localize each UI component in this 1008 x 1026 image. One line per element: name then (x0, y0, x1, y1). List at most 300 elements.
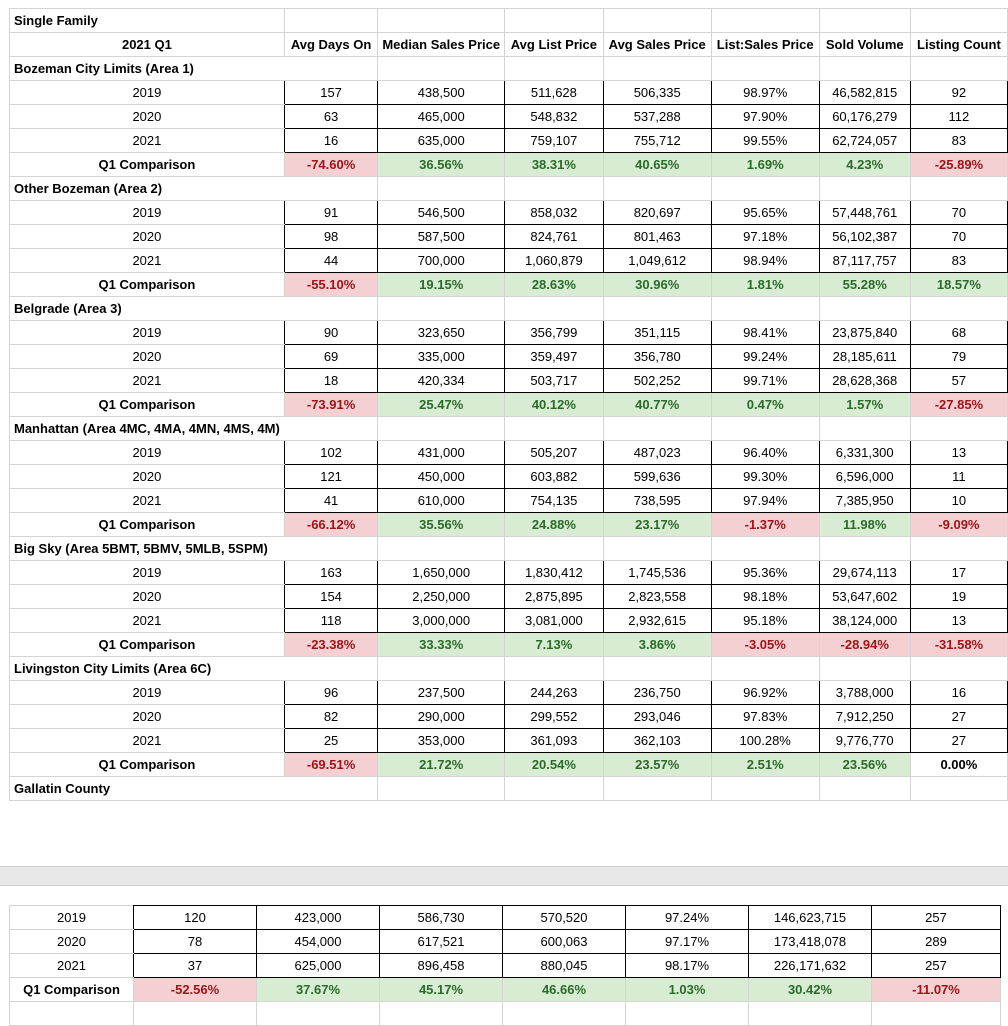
comparison-cell[interactable]: 38.31% (505, 153, 604, 177)
year-cell[interactable]: 2020 (10, 105, 285, 129)
section-title[interactable]: Bozeman City Limits (Area 1) (10, 57, 285, 81)
value-cell[interactable]: 237,500 (378, 681, 505, 705)
value-cell[interactable]: 6,596,000 (819, 465, 910, 489)
comparison-cell[interactable]: 24.88% (505, 513, 604, 537)
value-cell[interactable]: 1,060,879 (505, 249, 604, 273)
empty-cell[interactable] (711, 9, 819, 33)
empty-cell[interactable] (910, 57, 1007, 81)
comparison-label[interactable]: Q1 Comparison (10, 633, 285, 657)
value-cell[interactable]: 41 (284, 489, 377, 513)
empty-cell[interactable] (819, 537, 910, 561)
empty-cell[interactable] (378, 537, 505, 561)
value-cell[interactable]: 44 (284, 249, 377, 273)
empty-cell[interactable] (378, 9, 505, 33)
empty-cell[interactable] (603, 57, 711, 81)
value-cell[interactable]: 96 (284, 681, 377, 705)
value-cell[interactable]: 244,263 (505, 681, 604, 705)
value-cell[interactable]: 820,697 (603, 201, 711, 225)
comparison-cell[interactable]: 21.72% (378, 753, 505, 777)
year-cell[interactable]: 2020 (10, 225, 285, 249)
value-cell[interactable]: 438,500 (378, 81, 505, 105)
value-cell[interactable]: 97.24% (626, 906, 749, 930)
year-cell[interactable]: 2021 (10, 129, 285, 153)
comparison-cell[interactable]: 40.77% (603, 393, 711, 417)
value-cell[interactable]: 91 (284, 201, 377, 225)
empty-cell[interactable] (910, 777, 1007, 801)
value-cell[interactable]: 102 (284, 441, 377, 465)
empty-cell[interactable] (284, 57, 377, 81)
year-cell[interactable]: 2020 (10, 930, 134, 954)
empty-cell[interactable] (378, 57, 505, 81)
value-cell[interactable]: 28,185,611 (819, 345, 910, 369)
comparison-cell[interactable]: -73.91% (284, 393, 377, 417)
value-cell[interactable]: 121 (284, 465, 377, 489)
value-cell[interactable]: 163 (284, 561, 377, 585)
comparison-label[interactable]: Q1 Comparison (10, 513, 285, 537)
comparison-cell[interactable]: -74.60% (284, 153, 377, 177)
comparison-cell[interactable]: 40.12% (505, 393, 604, 417)
section-title[interactable]: Gallatin County (10, 777, 285, 801)
empty-cell[interactable] (505, 777, 604, 801)
col-header-avg-sales-price[interactable]: Avg Sales Price (603, 33, 711, 57)
value-cell[interactable]: 511,628 (505, 81, 604, 105)
empty-cell[interactable] (910, 537, 1007, 561)
comparison-cell[interactable]: 23.56% (819, 753, 910, 777)
value-cell[interactable]: 546,500 (378, 201, 505, 225)
value-cell[interactable]: 97.17% (626, 930, 749, 954)
value-cell[interactable]: 99.71% (711, 369, 819, 393)
value-cell[interactable]: 3,788,000 (819, 681, 910, 705)
empty-cell[interactable] (603, 297, 711, 321)
value-cell[interactable]: 146,623,715 (749, 906, 872, 930)
comparison-cell[interactable]: -69.51% (284, 753, 377, 777)
empty-cell[interactable] (378, 297, 505, 321)
value-cell[interactable]: 60,176,279 (819, 105, 910, 129)
value-cell[interactable]: 120 (134, 906, 257, 930)
empty-cell[interactable] (284, 657, 377, 681)
value-cell[interactable]: 79 (910, 345, 1007, 369)
section-title[interactable]: Belgrade (Area 3) (10, 297, 285, 321)
value-cell[interactable]: 487,023 (603, 441, 711, 465)
value-cell[interactable]: 98.97% (711, 81, 819, 105)
empty-cell[interactable] (134, 1002, 257, 1026)
value-cell[interactable]: 7,385,950 (819, 489, 910, 513)
comparison-cell[interactable]: 4.23% (819, 153, 910, 177)
empty-cell[interactable] (505, 657, 604, 681)
col-header-sold-volume[interactable]: Sold Volume (819, 33, 910, 57)
empty-cell[interactable] (378, 177, 505, 201)
value-cell[interactable]: 57,448,761 (819, 201, 910, 225)
value-cell[interactable]: 700,000 (378, 249, 505, 273)
empty-cell[interactable] (284, 177, 377, 201)
value-cell[interactable]: 173,418,078 (749, 930, 872, 954)
value-cell[interactable]: 17 (910, 561, 1007, 585)
value-cell[interactable]: 10 (910, 489, 1007, 513)
value-cell[interactable]: 18 (284, 369, 377, 393)
empty-cell[interactable] (284, 9, 377, 33)
value-cell[interactable]: 625,000 (257, 954, 380, 978)
value-cell[interactable]: 293,046 (603, 705, 711, 729)
value-cell[interactable]: 635,000 (378, 129, 505, 153)
year-cell[interactable]: 2020 (10, 585, 285, 609)
empty-cell[interactable] (749, 1002, 872, 1026)
empty-cell[interactable] (819, 417, 910, 441)
empty-cell[interactable] (711, 297, 819, 321)
year-cell[interactable]: 2021 (10, 954, 134, 978)
value-cell[interactable]: 226,171,632 (749, 954, 872, 978)
empty-cell[interactable] (10, 1002, 134, 1026)
comparison-cell[interactable]: 30.96% (603, 273, 711, 297)
comparison-cell[interactable]: 25.47% (378, 393, 505, 417)
value-cell[interactable]: 92 (910, 81, 1007, 105)
value-cell[interactable]: 465,000 (378, 105, 505, 129)
year-cell[interactable]: 2021 (10, 489, 285, 513)
value-cell[interactable]: 299,552 (505, 705, 604, 729)
sheet-title[interactable]: Single Family (10, 9, 285, 33)
col-header-avg-days-on[interactable]: Avg Days On (284, 33, 377, 57)
year-cell[interactable]: 2020 (10, 705, 285, 729)
value-cell[interactable]: 118 (284, 609, 377, 633)
value-cell[interactable]: 362,103 (603, 729, 711, 753)
comparison-cell[interactable]: -55.10% (284, 273, 377, 297)
value-cell[interactable]: 69 (284, 345, 377, 369)
value-cell[interactable]: 13 (910, 609, 1007, 633)
empty-cell[interactable] (378, 417, 505, 441)
year-cell[interactable]: 2021 (10, 249, 285, 273)
section-title[interactable]: Livingston City Limits (Area 6C) (10, 657, 285, 681)
value-cell[interactable]: 57 (910, 369, 1007, 393)
empty-cell[interactable] (910, 417, 1007, 441)
value-cell[interactable]: 68 (910, 321, 1007, 345)
year-cell[interactable]: 2019 (10, 441, 285, 465)
value-cell[interactable]: 82 (284, 705, 377, 729)
comparison-cell[interactable]: -9.09% (910, 513, 1007, 537)
comparison-cell[interactable]: 55.28% (819, 273, 910, 297)
value-cell[interactable]: 97.83% (711, 705, 819, 729)
value-cell[interactable]: 290,000 (378, 705, 505, 729)
value-cell[interactable]: 37 (134, 954, 257, 978)
year-cell[interactable]: 2021 (10, 369, 285, 393)
empty-cell[interactable] (505, 57, 604, 81)
empty-cell[interactable] (711, 177, 819, 201)
empty-cell[interactable] (505, 417, 604, 441)
value-cell[interactable]: 16 (284, 129, 377, 153)
comparison-cell[interactable]: 33.33% (378, 633, 505, 657)
value-cell[interactable]: 323,650 (378, 321, 505, 345)
empty-cell[interactable] (819, 57, 910, 81)
value-cell[interactable]: 98.17% (626, 954, 749, 978)
value-cell[interactable]: 2,875,895 (505, 585, 604, 609)
comparison-cell[interactable]: 35.56% (378, 513, 505, 537)
empty-cell[interactable] (505, 177, 604, 201)
comparison-cell[interactable]: 2.51% (711, 753, 819, 777)
value-cell[interactable]: 600,063 (503, 930, 626, 954)
empty-cell[interactable] (711, 57, 819, 81)
comparison-label[interactable]: Q1 Comparison (10, 753, 285, 777)
value-cell[interactable]: 23,875,840 (819, 321, 910, 345)
value-cell[interactable]: 95.65% (711, 201, 819, 225)
value-cell[interactable]: 70 (910, 225, 1007, 249)
value-cell[interactable]: 97.94% (711, 489, 819, 513)
year-cell[interactable]: 2021 (10, 729, 285, 753)
value-cell[interactable]: 537,288 (603, 105, 711, 129)
comparison-cell[interactable]: 20.54% (505, 753, 604, 777)
value-cell[interactable]: 2,250,000 (378, 585, 505, 609)
empty-cell[interactable] (819, 9, 910, 33)
value-cell[interactable]: 3,000,000 (378, 609, 505, 633)
empty-cell[interactable] (910, 297, 1007, 321)
comparison-cell[interactable]: 7.13% (505, 633, 604, 657)
value-cell[interactable]: 587,500 (378, 225, 505, 249)
comparison-cell[interactable]: 1.57% (819, 393, 910, 417)
comparison-cell[interactable]: 23.57% (603, 753, 711, 777)
comparison-cell[interactable]: 30.42% (749, 978, 872, 1002)
empty-cell[interactable] (872, 1002, 1001, 1026)
comparison-cell[interactable]: -1.37% (711, 513, 819, 537)
comparison-label[interactable]: Q1 Comparison (10, 393, 285, 417)
value-cell[interactable]: 157 (284, 81, 377, 105)
value-cell[interactable]: 99.24% (711, 345, 819, 369)
value-cell[interactable]: 11 (910, 465, 1007, 489)
value-cell[interactable]: 96.40% (711, 441, 819, 465)
empty-cell[interactable] (505, 297, 604, 321)
section-title[interactable]: Other Bozeman (Area 2) (10, 177, 285, 201)
comparison-cell[interactable]: -23.38% (284, 633, 377, 657)
period-header[interactable]: 2021 Q1 (10, 33, 285, 57)
value-cell[interactable]: 83 (910, 249, 1007, 273)
empty-cell[interactable] (711, 537, 819, 561)
col-header-median-sales-price[interactable]: Median Sales Price (378, 33, 505, 57)
empty-cell[interactable] (505, 537, 604, 561)
comparison-cell[interactable]: 28.63% (505, 273, 604, 297)
empty-cell[interactable] (910, 657, 1007, 681)
value-cell[interactable]: 1,650,000 (378, 561, 505, 585)
value-cell[interactable]: 38,124,000 (819, 609, 910, 633)
value-cell[interactable]: 96.92% (711, 681, 819, 705)
value-cell[interactable]: 502,252 (603, 369, 711, 393)
value-cell[interactable]: 98.41% (711, 321, 819, 345)
comparison-cell[interactable]: 45.17% (380, 978, 503, 1002)
value-cell[interactable]: 586,730 (380, 906, 503, 930)
empty-cell[interactable] (819, 657, 910, 681)
year-cell[interactable]: 2020 (10, 345, 285, 369)
value-cell[interactable]: 27 (910, 729, 1007, 753)
empty-cell[interactable] (711, 657, 819, 681)
section-title[interactable]: Big Sky (Area 5BMT, 5BMV, 5MLB, 5SPM) (10, 537, 285, 561)
value-cell[interactable]: 617,521 (380, 930, 503, 954)
empty-cell[interactable] (603, 417, 711, 441)
value-cell[interactable]: 454,000 (257, 930, 380, 954)
value-cell[interactable]: 359,497 (505, 345, 604, 369)
value-cell[interactable]: 83 (910, 129, 1007, 153)
value-cell[interactable]: 2,932,615 (603, 609, 711, 633)
comparison-cell[interactable]: -52.56% (134, 978, 257, 1002)
value-cell[interactable]: 754,135 (505, 489, 604, 513)
value-cell[interactable]: 335,000 (378, 345, 505, 369)
value-cell[interactable]: 450,000 (378, 465, 505, 489)
empty-cell[interactable] (284, 537, 377, 561)
year-cell[interactable]: 2020 (10, 465, 285, 489)
empty-cell[interactable] (380, 1002, 503, 1026)
comparison-cell[interactable]: 40.65% (603, 153, 711, 177)
empty-cell[interactable] (378, 777, 505, 801)
value-cell[interactable]: 53,647,602 (819, 585, 910, 609)
comparison-label[interactable]: Q1 Comparison (10, 153, 285, 177)
col-header-avg-list-price[interactable]: Avg List Price (505, 33, 604, 57)
value-cell[interactable]: 289 (872, 930, 1001, 954)
value-cell[interactable]: 610,000 (378, 489, 505, 513)
empty-cell[interactable] (257, 1002, 380, 1026)
value-cell[interactable]: 70 (910, 201, 1007, 225)
value-cell[interactable]: 505,207 (505, 441, 604, 465)
empty-cell[interactable] (284, 297, 377, 321)
value-cell[interactable]: 506,335 (603, 81, 711, 105)
comparison-cell[interactable]: 1.81% (711, 273, 819, 297)
value-cell[interactable]: 2,823,558 (603, 585, 711, 609)
empty-cell[interactable] (819, 777, 910, 801)
value-cell[interactable]: 7,912,250 (819, 705, 910, 729)
value-cell[interactable]: 361,093 (505, 729, 604, 753)
value-cell[interactable]: 87,117,757 (819, 249, 910, 273)
value-cell[interactable]: 570,520 (503, 906, 626, 930)
value-cell[interactable]: 356,799 (505, 321, 604, 345)
value-cell[interactable]: 99.55% (711, 129, 819, 153)
year-cell[interactable]: 2019 (10, 321, 285, 345)
empty-cell[interactable] (603, 537, 711, 561)
value-cell[interactable]: 420,334 (378, 369, 505, 393)
col-header-list-sales-price[interactable]: List:Sales Price (711, 33, 819, 57)
value-cell[interactable]: 98 (284, 225, 377, 249)
empty-cell[interactable] (711, 417, 819, 441)
value-cell[interactable]: 9,776,770 (819, 729, 910, 753)
comparison-cell[interactable]: -11.07% (872, 978, 1001, 1002)
value-cell[interactable]: 423,000 (257, 906, 380, 930)
value-cell[interactable]: 755,712 (603, 129, 711, 153)
comparison-cell[interactable]: 46.66% (503, 978, 626, 1002)
comparison-label[interactable]: Q1 Comparison (10, 273, 285, 297)
value-cell[interactable]: 351,115 (603, 321, 711, 345)
value-cell[interactable]: 257 (872, 906, 1001, 930)
comparison-cell[interactable]: -3.05% (711, 633, 819, 657)
value-cell[interactable]: 858,032 (505, 201, 604, 225)
empty-cell[interactable] (711, 777, 819, 801)
empty-cell[interactable] (378, 657, 505, 681)
value-cell[interactable]: 738,595 (603, 489, 711, 513)
comparison-cell[interactable]: 18.57% (910, 273, 1007, 297)
value-cell[interactable]: 95.36% (711, 561, 819, 585)
empty-cell[interactable] (910, 177, 1007, 201)
empty-cell[interactable] (603, 657, 711, 681)
value-cell[interactable]: 97.90% (711, 105, 819, 129)
value-cell[interactable]: 28,628,368 (819, 369, 910, 393)
value-cell[interactable]: 599,636 (603, 465, 711, 489)
value-cell[interactable]: 353,000 (378, 729, 505, 753)
value-cell[interactable]: 25 (284, 729, 377, 753)
comparison-cell[interactable]: -27.85% (910, 393, 1007, 417)
comparison-cell[interactable]: -31.58% (910, 633, 1007, 657)
value-cell[interactable]: 62,724,057 (819, 129, 910, 153)
comparison-cell[interactable]: 37.67% (257, 978, 380, 1002)
value-cell[interactable]: 99.30% (711, 465, 819, 489)
value-cell[interactable]: 19 (910, 585, 1007, 609)
year-cell[interactable]: 2019 (10, 561, 285, 585)
empty-cell[interactable] (819, 297, 910, 321)
value-cell[interactable]: 801,463 (603, 225, 711, 249)
comparison-cell[interactable]: 0.47% (711, 393, 819, 417)
value-cell[interactable]: 63 (284, 105, 377, 129)
comparison-cell[interactable]: 19.15% (378, 273, 505, 297)
empty-cell[interactable] (503, 1002, 626, 1026)
value-cell[interactable]: 98.94% (711, 249, 819, 273)
value-cell[interactable]: 236,750 (603, 681, 711, 705)
value-cell[interactable]: 1,830,412 (505, 561, 604, 585)
col-header-listing-count[interactable]: Listing Count (910, 33, 1007, 57)
comparison-label[interactable]: Q1 Comparison (10, 978, 134, 1002)
empty-cell[interactable] (284, 777, 377, 801)
year-cell[interactable]: 2021 (10, 609, 285, 633)
value-cell[interactable]: 431,000 (378, 441, 505, 465)
empty-cell[interactable] (505, 9, 604, 33)
year-cell[interactable]: 2019 (10, 681, 285, 705)
year-cell[interactable]: 2019 (10, 201, 285, 225)
empty-cell[interactable] (284, 417, 377, 441)
comparison-cell[interactable]: 36.56% (378, 153, 505, 177)
value-cell[interactable]: 3,081,000 (505, 609, 604, 633)
value-cell[interactable]: 90 (284, 321, 377, 345)
empty-cell[interactable] (603, 177, 711, 201)
year-cell[interactable]: 2019 (10, 81, 285, 105)
comparison-cell[interactable]: -25.89% (910, 153, 1007, 177)
value-cell[interactable]: 56,102,387 (819, 225, 910, 249)
comparison-cell[interactable]: 11.98% (819, 513, 910, 537)
empty-cell[interactable] (603, 777, 711, 801)
empty-cell[interactable] (819, 177, 910, 201)
year-cell[interactable]: 2019 (10, 906, 134, 930)
value-cell[interactable]: 112 (910, 105, 1007, 129)
value-cell[interactable]: 46,582,815 (819, 81, 910, 105)
value-cell[interactable]: 154 (284, 585, 377, 609)
value-cell[interactable]: 880,045 (503, 954, 626, 978)
value-cell[interactable]: 16 (910, 681, 1007, 705)
comparison-cell[interactable]: 0.00% (910, 753, 1007, 777)
comparison-cell[interactable]: -66.12% (284, 513, 377, 537)
value-cell[interactable]: 824,761 (505, 225, 604, 249)
value-cell[interactable]: 13 (910, 441, 1007, 465)
comparison-cell[interactable]: -28.94% (819, 633, 910, 657)
value-cell[interactable]: 97.18% (711, 225, 819, 249)
value-cell[interactable]: 356,780 (603, 345, 711, 369)
comparison-cell[interactable]: 1.69% (711, 153, 819, 177)
empty-cell[interactable] (626, 1002, 749, 1026)
value-cell[interactable]: 548,832 (505, 105, 604, 129)
empty-cell[interactable] (603, 9, 711, 33)
value-cell[interactable]: 1,049,612 (603, 249, 711, 273)
comparison-cell[interactable]: 3.86% (603, 633, 711, 657)
value-cell[interactable]: 78 (134, 930, 257, 954)
value-cell[interactable]: 257 (872, 954, 1001, 978)
value-cell[interactable]: 1,745,536 (603, 561, 711, 585)
value-cell[interactable]: 6,331,300 (819, 441, 910, 465)
value-cell[interactable]: 896,458 (380, 954, 503, 978)
value-cell[interactable]: 29,674,113 (819, 561, 910, 585)
value-cell[interactable]: 100.28% (711, 729, 819, 753)
value-cell[interactable]: 98.18% (711, 585, 819, 609)
value-cell[interactable]: 95.18% (711, 609, 819, 633)
value-cell[interactable]: 503,717 (505, 369, 604, 393)
value-cell[interactable]: 603,882 (505, 465, 604, 489)
comparison-cell[interactable]: 1.03% (626, 978, 749, 1002)
empty-cell[interactable] (910, 9, 1007, 33)
